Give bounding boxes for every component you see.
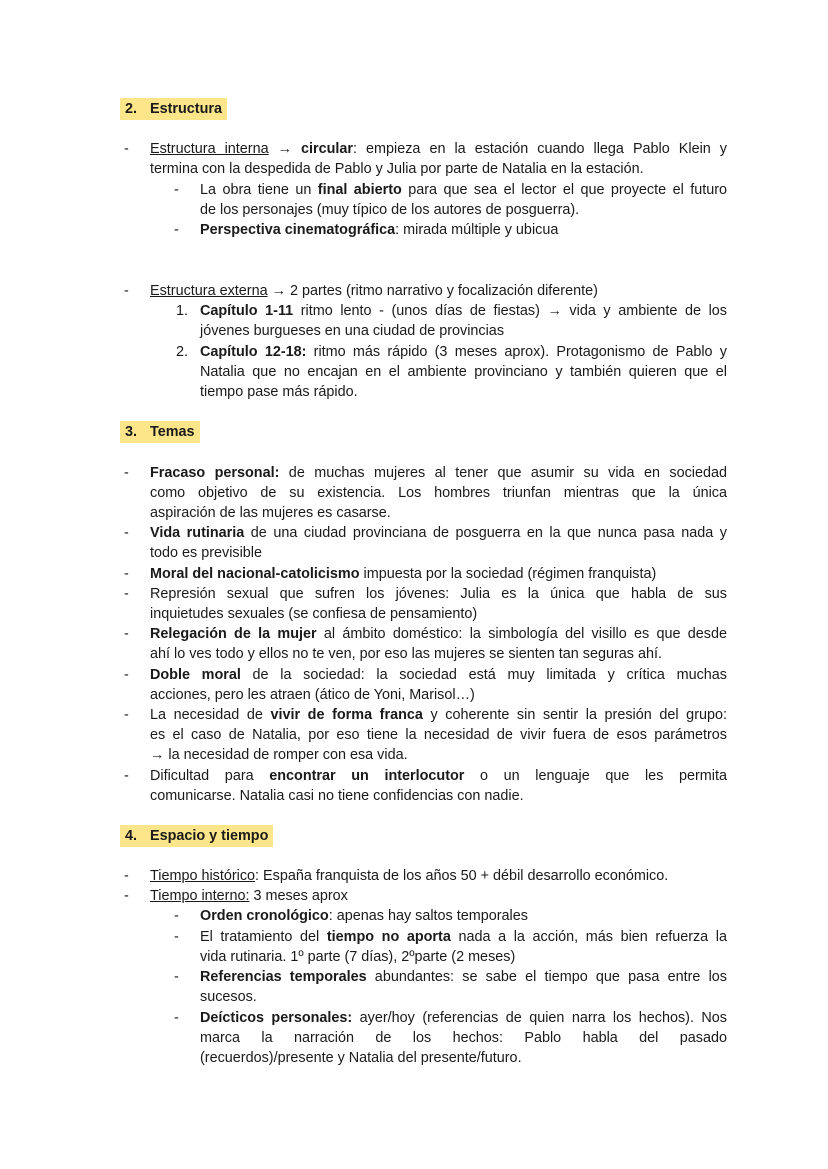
deicticos-line-1: Deícticos personales: ayer/hoy (referencias de quien narra los hechos). Nos (200, 1010, 727, 1026)
interna-line-1: Estructura interna → circular: empieza en la estación cuando llega Pablo Klein y (150, 141, 727, 157)
deicticos-line-3: (recuerdos)/presente y Natalia del presente/futuro. (200, 1050, 522, 1066)
fracaso-line-2: como objetivo de su existencia. Los hombres triunfan mientras que la única (150, 485, 727, 501)
vida-rutinaria-line-1: Vida rutinaria de una ciudad provinciana de posguerra en la que nunca pasa nada y (150, 525, 727, 541)
bullet-dash: - (124, 707, 129, 723)
externa-line: Estructura externa → 2 partes (ritmo narrativo y focalización diferente) (150, 283, 598, 299)
bullet-dash: - (124, 768, 129, 784)
doble-moral-line-1: Doble moral de la sociedad: la sociedad está muy limitada y crítica muchas (150, 667, 727, 683)
vivir-franca-line-2: es el caso de Natalia, por eso tiene la necesidad de vivir fuera de esos parámetros (150, 727, 727, 743)
fracaso-line-3: aspiración de las mujeres es casarse. (150, 505, 391, 521)
interlocutor-line-1: Dificultad para encontrar un interlocutor o un lenguaje que les permita (150, 768, 727, 784)
fracaso-line-1: Fracaso personal: de muchas mujeres al tener que asumir su vida en sociedad (150, 465, 727, 481)
bullet-dash: - (124, 626, 129, 642)
tiempo-historico-line: Tiempo histórico: España franquista de los años 50 + débil desarrollo económico. (150, 868, 669, 884)
moral-line: Moral del nacional-catolicismo impuesta por la sociedad (régimen franquista) (150, 566, 657, 582)
bullet-dash: - (124, 586, 129, 602)
section-heading-espacio-tiempo: 4. Espacio y tiempo (120, 825, 273, 847)
deicticos-line-2: marca la narración de los hechos: Pablo habla del pasado (200, 1030, 727, 1046)
capitulo-12-line-1: Capítulo 12-18: ritmo más rápido (3 meses aprox). Protagonismo de Pablo y (200, 344, 727, 360)
section-heading-temas: 3. Temas (120, 421, 200, 443)
section-heading-estructura: 2. Estructura (120, 98, 227, 120)
represion-line-2: inquietudes sexuales (se confiesa de pensamiento) (150, 606, 478, 622)
interlocutor-line-2: comunicarse. Natalia casi no tiene confidencias con nadie. (150, 788, 524, 804)
final-abierto-line-1: La obra tiene un final abierto para que sea el lector el que proyecte el futuro (200, 182, 728, 198)
bullet-dash: - (124, 465, 129, 481)
bullet-dash: - (174, 969, 179, 985)
vivir-franca-line-1: La necesidad de vivir de forma franca y coherente sin sentir la presión del grupo: (150, 707, 727, 723)
orden-line: Orden cronológico: apenas hay saltos temporales (200, 908, 528, 924)
tratamiento-line-2: vida rutinaria. 1º parte (7 días), 2ºparte (2 meses) (200, 949, 516, 965)
bullet-dash: - (124, 868, 129, 884)
interna-line-2: termina con la despedida de Pablo y Julia por parte de Natalia en la estación. (150, 161, 644, 177)
bullet-dash: - (174, 908, 179, 924)
final-abierto-line-2: de los personajes (muy típico de los autores de posguerra). (200, 202, 580, 218)
referencias-line-1: Referencias temporales abundantes: se sabe el tiempo que pasa entre los (200, 969, 727, 985)
vida-rutinaria-line-2: todo es previsible (150, 545, 262, 561)
bullet-dash: - (174, 929, 179, 945)
relegacion-line-1: Relegación de la mujer al ámbito doméstico: la simbología del visillo es que desde (150, 626, 727, 642)
tratamiento-line-1: El tratamiento del tiempo no aporta nada a la acción, más bien refuerza la (200, 929, 728, 945)
bullet-dash: - (124, 888, 129, 904)
bullet-dash: - (174, 222, 179, 238)
capitulo-1-line-1: Capítulo 1-11 ritmo lento - (unos días de fiestas) → vida y ambiente de los (200, 303, 727, 319)
list-number: 2. (176, 344, 189, 360)
doble-moral-line-2: acciones, pero les atraen (ático de Yoni, Marisol…) (150, 687, 475, 703)
represion-line-1: Represión sexual que sufren los jóvenes: Julia es la única que habla de sus (150, 586, 727, 602)
bullet-dash: - (124, 283, 129, 299)
capitulo-12-line-3: tiempo pase más rápido. (200, 384, 358, 400)
list-number: 1. (176, 303, 189, 319)
bullet-dash: - (174, 1010, 179, 1026)
capitulo-12-line-2: Natalia que no encajan en el ambiente provinciano y también quieren que el (200, 364, 727, 380)
referencias-line-2: sucesos. (200, 989, 257, 1005)
bullet-dash: - (124, 141, 129, 157)
bullet-dash: - (124, 525, 129, 541)
capitulo-1-line-2: jóvenes burgueses en una ciudad de provincias (200, 323, 505, 339)
tiempo-interno-line: Tiempo interno: 3 meses aprox (150, 888, 348, 904)
vivir-franca-line-3: → la necesidad de romper con esa vida. (150, 747, 408, 763)
bullet-dash: - (124, 566, 129, 582)
bullet-dash: - (124, 667, 129, 683)
bullet-dash: - (174, 182, 179, 198)
relegacion-line-2: ahí lo ves todo y ellos no te ven, por eso las mujeres se sienten tan seguras ahí. (150, 646, 662, 662)
perspectiva-line: Perspectiva cinematográfica: mirada múltiple y ubicua (200, 222, 559, 238)
